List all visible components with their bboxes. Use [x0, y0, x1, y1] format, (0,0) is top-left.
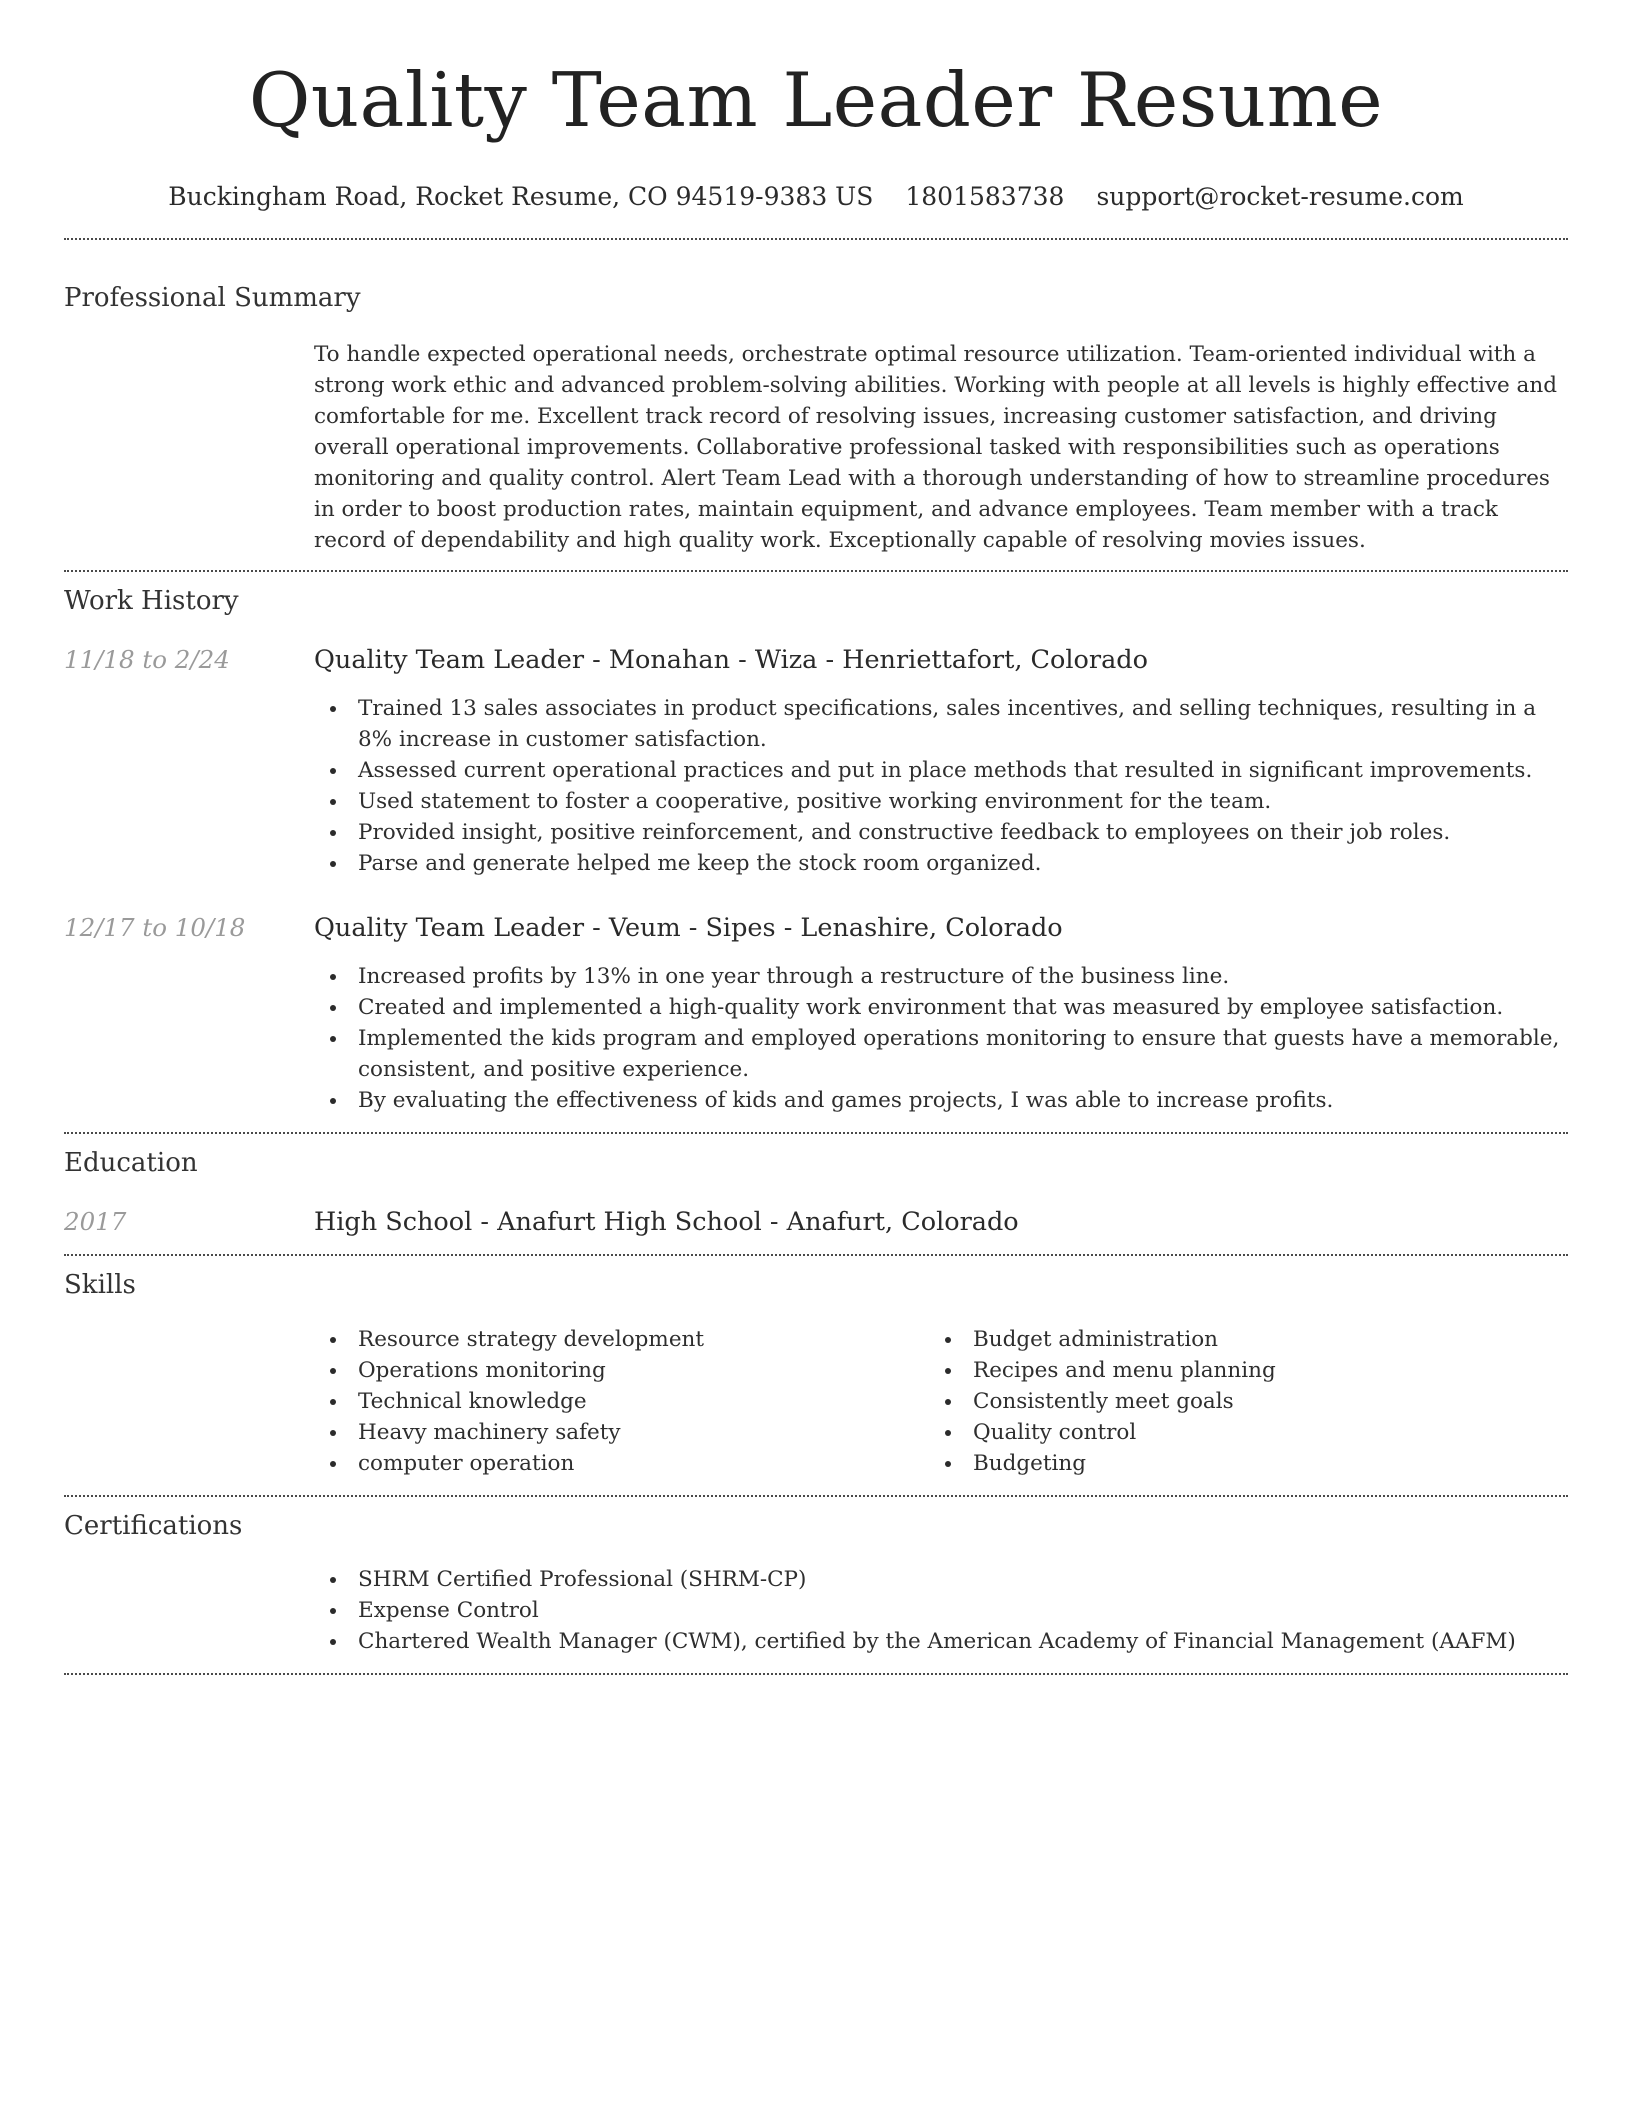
list-item: Parse and generate helped me keep the stock room organized.: [358, 848, 1568, 879]
skill-item: Technical knowledge: [358, 1386, 874, 1417]
skill-item: Operations monitoring: [358, 1355, 874, 1386]
certification-item: SHRM Certified Professional (SHRM-CP): [358, 1564, 1568, 1595]
job-dates: 12/17 to 10/18: [64, 913, 246, 942]
list-item: Created and implemented a high-quality work environment that was measured by employee satisfaction.: [358, 992, 1568, 1023]
contact-address: Buckingham Road, Rocket Resume, CO 94519-9383 US: [168, 182, 874, 211]
list-item: Used statement to foster a cooperative, positive working environment for the team.: [358, 786, 1568, 817]
skills-column-left: [314, 1324, 874, 1479]
list-item: Assessed current operational practices and put in place methods that resulted in significant improvements.: [358, 755, 1568, 786]
work-history-heading: Work History: [64, 586, 239, 616]
skill-item: Budget administration: [973, 1324, 1489, 1355]
section-divider: [64, 1254, 1568, 1256]
education-year: 2017: [64, 1207, 127, 1236]
section-divider: [64, 1495, 1568, 1497]
skill-item: Quality control: [973, 1417, 1489, 1448]
skills-column-right: [929, 1324, 1489, 1479]
skill-item: Resource strategy development: [358, 1324, 874, 1355]
summary-text: To handle expected operational needs, orchestrate optimal resource utilization. Team-oriented individual with a strong work ethic and advanced problem-solving abilities. Working with people at all levels is highly effective and comfortable for me. Excellent track record of resolving issues, increasing customer satisfaction, and driving overall operational improvements. Collaborative professional tasked with responsibilities such as operations monitoring and quality control. Alert Team Lead with a thorough understanding of how to streamline procedures in order to boost production rates, maintain equipment, and advance employees. Team member with a track record of dependability and high quality work. Exceptionally capable of resolving movies issues.: [314, 342, 1557, 553]
education-heading: Education: [64, 1148, 198, 1178]
education-degree: High School - Anafurt High School - Anafurt, Colorado: [314, 1207, 1019, 1237]
summary-heading: Professional Summary: [64, 283, 361, 313]
job-title: Quality Team Leader - Monahan - Wiza - Henriettafort, Colorado: [314, 645, 1148, 675]
contact-email: support@rocket-resume.com: [1096, 182, 1464, 211]
certifications-heading: Certifications: [64, 1511, 243, 1541]
skill-item: Consistently meet goals: [973, 1386, 1489, 1417]
certifications-list: [314, 1564, 1568, 1657]
list-item: Implemented the kids program and employed operations monitoring to ensure that guests have a memorable, consistent, and positive experience.: [358, 1023, 1568, 1085]
contact-phone: 1801583738: [905, 182, 1065, 211]
list-item: By evaluating the effectiveness of kids and games projects, I was able to increase profits.: [358, 1085, 1568, 1116]
skills-heading: Skills: [64, 1270, 136, 1300]
section-divider: [64, 1673, 1568, 1675]
contact-line: [64, 180, 1568, 214]
skill-item: Heavy machinery safety: [358, 1417, 874, 1448]
certification-item: Expense Control: [358, 1595, 1568, 1626]
skill-item: Budgeting: [973, 1448, 1489, 1479]
skill-item: Recipes and menu planning: [973, 1355, 1489, 1386]
skill-item: computer operation: [358, 1448, 874, 1479]
section-divider: [64, 570, 1568, 572]
summary-body: [314, 339, 1568, 556]
list-item: Provided insight, positive reinforcement, and constructive feedback to employees on their job roles.: [358, 817, 1568, 848]
job-responsibilities: [314, 693, 1568, 879]
resume-title: Quality Team Leader Resume: [248, 56, 1384, 144]
list-item: Trained 13 sales associates in product specifications, sales incentives, and selling techniques, resulting in a 8% increase in customer satisfaction.: [358, 693, 1568, 755]
job-title: Quality Team Leader - Veum - Sipes - Lenashire, Colorado: [314, 913, 1063, 943]
section-divider: [64, 238, 1568, 240]
job-dates: 11/18 to 2/24: [64, 645, 230, 674]
job-responsibilities: [314, 961, 1568, 1116]
resume-header: [64, 52, 1568, 214]
list-item: Increased profits by 13% in one year through a restructure of the business line.: [358, 961, 1568, 992]
certification-item: Chartered Wealth Manager (CWM), certified by the American Academy of Financial Management (AAFM): [358, 1626, 1568, 1657]
section-divider: [64, 1132, 1568, 1134]
